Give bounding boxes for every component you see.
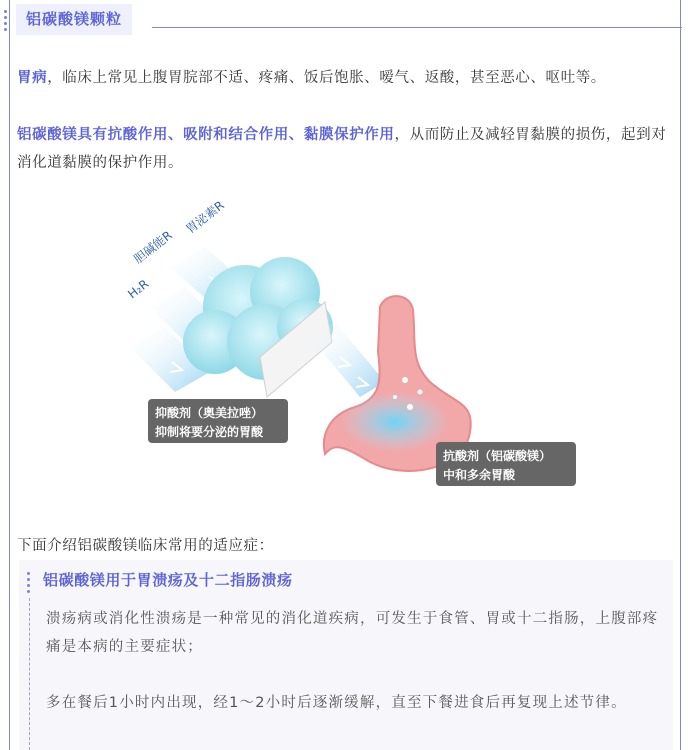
label-antacid-line1: 抗酸剂（铝碳酸镁） — [443, 449, 552, 463]
stomach-acid — [340, 392, 450, 452]
section-title-rule — [152, 27, 682, 28]
section-title: 铝碳酸镁颗粒 — [16, 4, 132, 35]
label-acid-suppressor-line2: 抑制将要分泌的胃酸 — [155, 425, 264, 439]
subsection-dashed-rule — [29, 598, 30, 750]
stomach-illustration — [110, 192, 590, 502]
paragraph-stomach-disease-text: ，临床上常见上腹胃脘部不适、疼痛、饭后饱胀、嗳气、返酸，甚至恶心、呕吐等。 — [47, 70, 606, 86]
highlight-stomach-disease: 胃病 — [17, 70, 48, 86]
receptor-label-gastrin: 胃泌素R — [183, 198, 227, 237]
indications-intro: 下面介绍铝碳酸镁临床常用的适应症： — [17, 538, 274, 554]
subsection-title: 铝碳酸镁用于胃溃疡及十二指肠溃疡 — [43, 571, 293, 589]
ulcer-description: 溃疡病或消化性溃疡是一种常见的消化道疾病，可发生于食管、胃或十二指肠，上腹部疼痛是本病的主要症状； — [46, 611, 659, 655]
paragraph-stomach-disease — [17, 64, 672, 92]
label-antacid-line2: 中和多余胃酸 — [443, 468, 516, 482]
ulcer-pain-pattern: 多在餐后1小时内出现，经1～2小时后逐渐缓解，直至下餐进食后再复现上述节律。 — [46, 695, 627, 711]
label-acid-suppressor-line1: 抑酸剂（奥美拉唑） — [155, 406, 264, 420]
paragraph-drug-effects-text: ，从而防止及减轻胃黏膜的损伤，起到对消化道黏膜的保护作用。 — [17, 127, 667, 171]
receptor-label-h2: H₂R — [125, 276, 152, 302]
acid-flow-arrow — [310, 322, 385, 397]
indication-box-ulcer — [19, 560, 673, 750]
receptor-label-cholinergic: 胆碱能R — [131, 228, 175, 267]
paragraph-drug-effects — [17, 121, 672, 177]
section-dots-icon — [4, 10, 8, 34]
highlight-drug-effects: 铝碳酸镁具有抗酸作用、吸附和结合作用、黏膜保护作用 — [17, 127, 395, 143]
subsection-dots-icon — [27, 572, 30, 596]
